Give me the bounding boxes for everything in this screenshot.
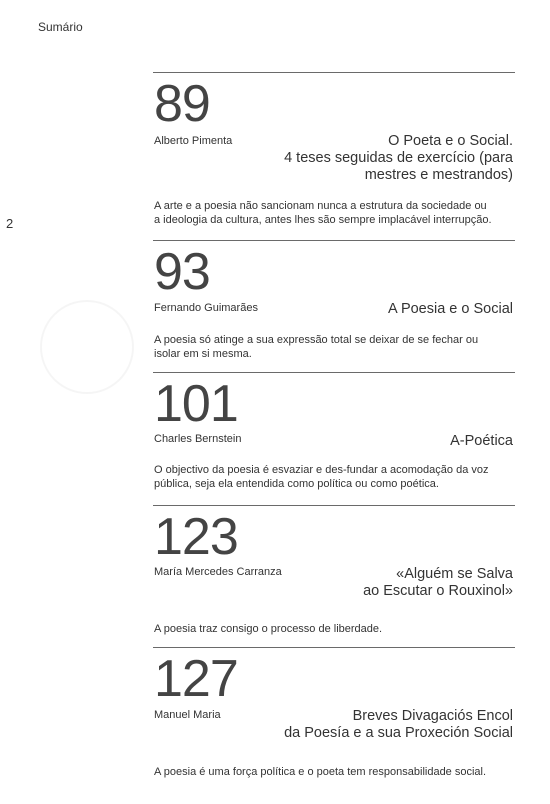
entry-summary-line: O objectivo da poesia é esvaziar e des-fundar a acomodação da voz (154, 464, 489, 476)
entry-summary-line: pública, seja ela entendida como política ou como poética. (154, 478, 439, 490)
section-label: Sumário (38, 20, 83, 34)
entry-divider (153, 72, 515, 73)
entry-title (284, 133, 513, 184)
bleed-through-stamp (40, 300, 134, 394)
entry-divider (153, 240, 515, 241)
entry-author: Fernando Guimarães (154, 302, 258, 314)
entry-page-number: 89 (154, 75, 210, 133)
toc-entry[interactable] (153, 240, 515, 360)
entry-title-line: «Alguém se Salva (396, 566, 513, 582)
entry-author: Charles Bernstein (154, 433, 242, 445)
page-number: 2 (6, 216, 14, 231)
entry-title (450, 433, 513, 450)
entry-summary (154, 463, 516, 491)
entry-summary-line: isolar em si mesma. (154, 348, 252, 360)
entry-page-number: 127 (154, 650, 238, 708)
entry-divider (153, 372, 515, 373)
entry-title-line: Breves Divagaciós Encol (352, 708, 513, 724)
entry-title-line: mestres e mestrandos) (364, 167, 513, 183)
entry-title (363, 566, 513, 600)
toc-entry[interactable] (153, 505, 515, 635)
entry-summary (154, 199, 516, 227)
entry-summary-line: A arte e a poesia não sancionam nunca a estrutura da sociedade ou (154, 200, 487, 212)
entry-title-line: ao Escutar o Rouxinol» (363, 583, 513, 599)
entry-title-line: da Poesía e a sua Proxeción Social (284, 725, 513, 741)
entry-summary (154, 765, 516, 779)
entry-author: Manuel Maria (154, 709, 221, 721)
entry-divider (153, 505, 515, 506)
entry-summary-line: A poesia só atinge a sua expressão total se deixar de se fechar ou (154, 334, 479, 346)
entry-page-number: 93 (154, 243, 210, 301)
entry-author: Alberto Pimenta (154, 135, 233, 147)
entry-divider (153, 647, 515, 648)
entry-summary-line: A poesia traz consigo o processo de liberdade. (154, 623, 383, 635)
toc-entry[interactable] (153, 647, 515, 778)
entry-title (284, 708, 513, 742)
entry-title-line: 4 teses seguidas de exercício (para (284, 150, 513, 166)
entry-title-line: A-Poética (450, 433, 513, 449)
entry-page-number: 101 (154, 375, 238, 433)
entry-title-line: O Poeta e o Social. (388, 133, 513, 149)
entry-page-number: 123 (154, 508, 238, 566)
toc-entry[interactable] (153, 372, 515, 490)
entry-summary (154, 333, 516, 361)
entry-author: María Mercedes Carranza (154, 566, 282, 578)
entry-summary (154, 622, 516, 636)
entry-summary-line: a ideologia da cultura, antes lhes são sempre implacável interrupção. (154, 214, 492, 226)
entry-title-line: A Poesia e o Social (388, 301, 513, 317)
entry-title (388, 301, 513, 318)
toc-entry[interactable] (153, 72, 515, 226)
entry-summary-line: A poesia é uma força política e o poeta tem responsabilidade social. (154, 766, 487, 778)
